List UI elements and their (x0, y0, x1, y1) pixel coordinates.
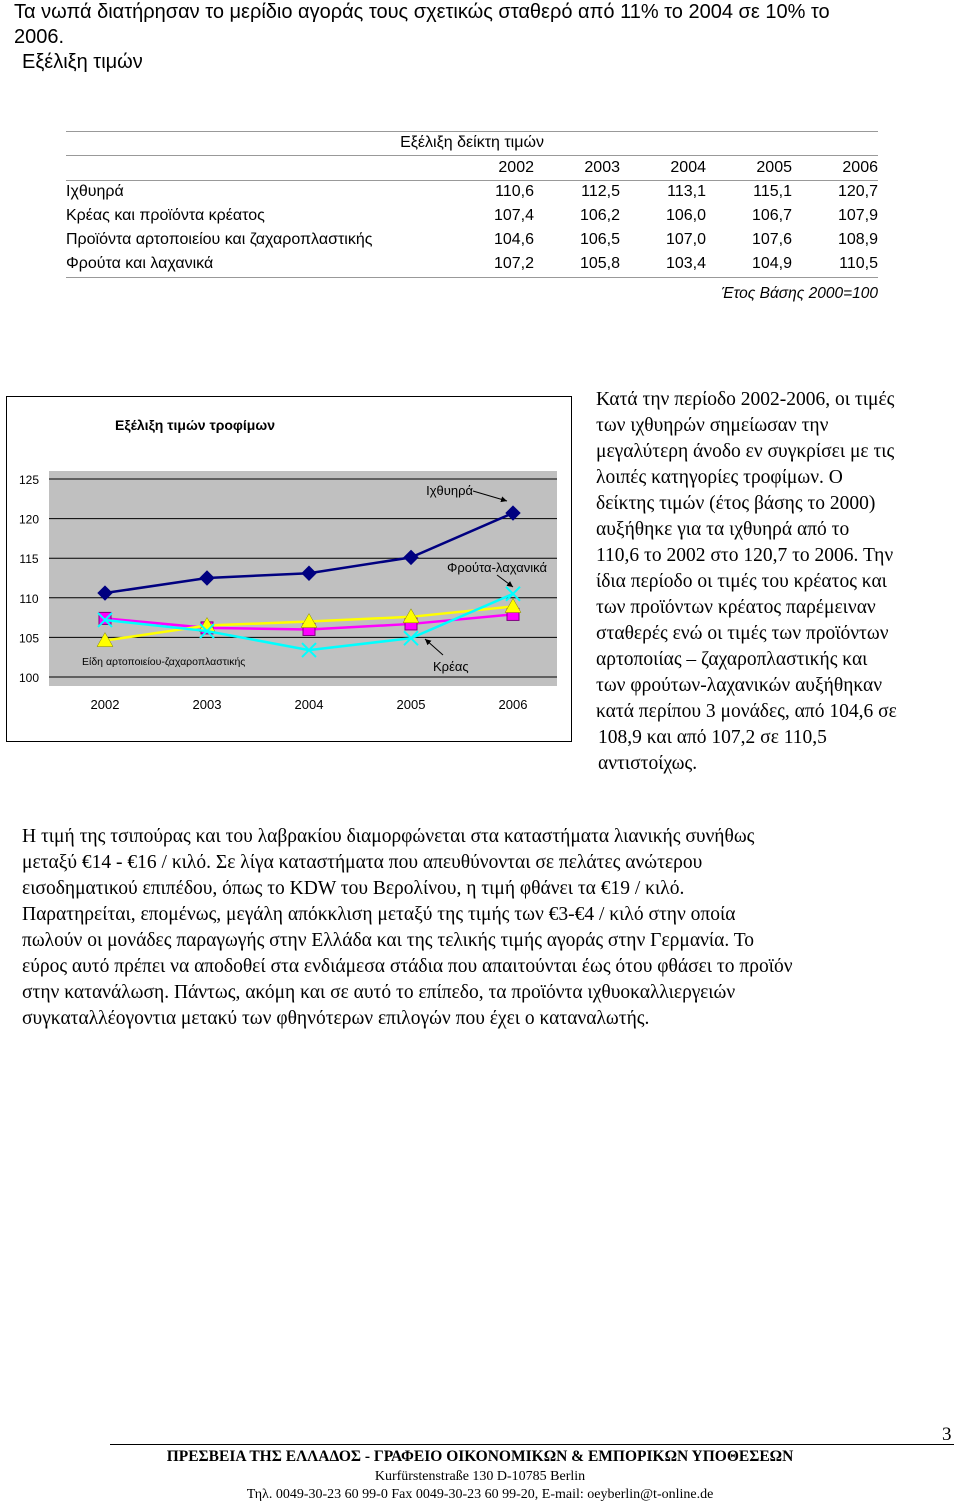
price-chart-svg (7, 397, 571, 741)
side-paragraph (596, 387, 958, 777)
side-text-line: σταθερές ενώ οι τιμές των προϊόντων (596, 623, 889, 644)
table-cell: 106,0 (665, 207, 706, 224)
year-header: 2004 (670, 159, 706, 176)
y-tick-label: 120 (18, 512, 40, 527)
table-caption: Εξέλιξη δείκτη τιμών (400, 134, 544, 151)
annotation-fruit: Φρούτα-λαχανικά (447, 560, 547, 575)
year-header: 2006 (842, 159, 878, 176)
table-cell: 115,1 (753, 183, 792, 200)
y-tick-label: 110 (19, 591, 39, 606)
side-text-line: αρτοποιίας – ζαχαροπλαστικής και (596, 649, 868, 670)
side-text-line: 110,6 το 2002 στο 120,7 το 2006. Την (596, 545, 894, 566)
table-cell: 108,9 (837, 231, 878, 248)
table-cell: 104,6 (493, 231, 534, 248)
side-text-line: ίδια περίοδο οι τιμές του κρέατος και (596, 571, 887, 592)
x-tick-label: 2003 (192, 697, 222, 712)
chart-title: Εξέλιξη τιμών τροφίμων (115, 417, 275, 433)
annotation-fish: Ιχθυηρά (426, 483, 473, 498)
annotation-meat: Κρέας (433, 659, 469, 674)
data-point (99, 612, 111, 624)
table-cell: 105,8 (579, 255, 620, 272)
side-text-line: αυξήθηκε για τα ιχθυηρά από το (596, 519, 850, 540)
table-row (66, 252, 878, 276)
table-row (66, 180, 878, 204)
table-bottom-rule (66, 277, 878, 278)
body-text-line: Η τιμή της τσιπούρας και του λαβρακίου διαμορφώνεται στα καταστήματα λιανικής συνήθως (22, 826, 755, 847)
table-cell: 106,7 (751, 207, 792, 224)
y-tick-label: 100 (18, 671, 40, 685)
price-chart (6, 396, 572, 742)
intro-line-2: 2006. (14, 26, 65, 48)
year-header: 2003 (584, 159, 620, 176)
side-text-line: αντιστοίχως. (598, 753, 698, 774)
body-text-line: εύρος αυτό πρέπει να αποδοθεί στα ενδιάμεσα στάδια που απαιτούνται έως ότου φθάσει το προϊόν (22, 956, 793, 977)
row-label: Προϊόντα αρτοποιείου και ζαχαροπλαστικής (66, 231, 373, 248)
y-tick-label: 115 (19, 552, 39, 567)
side-text-line: των ιχθυηρών σημείωσαν την (596, 415, 829, 436)
table-cell: 107,2 (493, 255, 534, 272)
footer-address: Kurfürstenstraße 130 D-10785 Berlin (374, 1469, 586, 1484)
table-cell: 112,5 (581, 183, 620, 200)
section-title: Εξέλιξη τιμών (22, 51, 143, 73)
body-text-line: πωλούν οι μονάδες παραγωγής στην Ελλάδα και της τελικής τιμής αγοράς στην Γερμανία. Το (22, 930, 755, 951)
base-year-note: Έτος Βάσης 2000=100 (721, 285, 878, 302)
table-cell: 107,4 (493, 207, 534, 224)
year-header: 2005 (756, 159, 792, 176)
table-cell: 120,7 (837, 183, 878, 200)
x-tick-label: 2005 (396, 697, 426, 712)
intro-line-1: Τα νωπά διατήρησαν το μερίδιο αγοράς τους σχετικώς σταθερό από 11% το 2004 σε 10% το (14, 1, 830, 23)
table-header-row (66, 156, 878, 180)
table-cell: 104,9 (751, 255, 792, 272)
table-cell: 110,6 (495, 183, 534, 200)
body-text-line: στην κατανάλωση. Πάντως, ακόμη και σε αυτό το επίπεδο, τα προϊόντα ιχθυοκαλλιεργειών (22, 982, 736, 1003)
side-text-line: 108,9 και από 107,2 σε 110,5 (598, 727, 827, 748)
side-text-line: δείκτης τιμών (έτος βάσης το 2000) (596, 493, 876, 514)
table-cell: 107,6 (751, 231, 792, 248)
body-paragraph (22, 824, 958, 1032)
x-tick-label: 2006 (498, 697, 528, 712)
table-cell: 106,5 (579, 231, 620, 248)
body-text-line: Παρατηρείται, επομένως, μεγάλη απόκκλιση μεταξύ της τιμής των €3-€4 / κιλό στην οποία (22, 904, 736, 925)
year-header: 2002 (498, 159, 534, 176)
x-tick-label: 2004 (294, 697, 324, 712)
footer-contact: Τηλ. 0049-30-23 60 99-0 Fax 0049-30-23 60 99-20, E-mail: oeyberlin@t-online.de (246, 1487, 714, 1502)
plot-area (49, 471, 557, 686)
table-row (66, 204, 878, 228)
row-label: Φρούτα και λαχανικά (66, 255, 214, 272)
side-text-line: μεγαλύτερη άνοδο εν συγκρίσει με τις (596, 441, 895, 462)
row-label: Ιχθυηρά (66, 183, 124, 200)
side-text-line: κατά περίπου 3 μονάδες, από 104,6 σε (596, 701, 897, 722)
y-tick-label: 125 (18, 473, 40, 487)
table-cell: 103,4 (665, 255, 706, 272)
footer-org: ΠΡΕΣΒΕΙΑ ΤΗΣ ΕΛΛΑΔΟΣ - ΓΡΑΦΕΙΟ ΟΙΚΟΝΟΜΙΚΩΝ & ΕΜΠΟΡΙΚΩΝ ΥΠΟΘΕΣΕΩΝ (166, 1448, 794, 1465)
table-cell: 106,2 (579, 207, 620, 224)
page-number: 3 (942, 1424, 952, 1445)
table-cell: 113,1 (667, 183, 706, 200)
side-text-line: Κατά την περίοδο 2002-2006, οι τιμές (596, 389, 895, 410)
side-text-line: των φρούτων-λαχανικών αυξήθηκαν (596, 675, 883, 696)
x-tick-label: 2002 (90, 697, 120, 712)
body-text-line: εισοδηματικού επιπέδου, όπως το KDW του Βερολίνου, η τιμή φθάνει τα €19 / κιλό. (22, 878, 685, 899)
side-text-line: των προϊόντων κρέατος παρέμειναν (596, 597, 876, 618)
table-cell: 110,5 (839, 255, 878, 272)
y-tick-label: 105 (18, 631, 40, 646)
table-row (66, 228, 878, 252)
body-text-line: μεταξύ €14 - €16 / κιλό. Σε λίγα καταστήματα που απευθύνονται σε πελάτες ανώτερου (22, 852, 703, 873)
annotation-bakery: Είδη αρτοποιείου-ζαχαροπλαστικής (82, 656, 246, 668)
row-label: Κρέας και προϊόντα κρέατος (66, 207, 265, 224)
footer-rule (110, 1444, 954, 1445)
side-text-line: λοιπές κατηγορίες τροφίμων. Ο (596, 467, 843, 488)
table-cell: 107,9 (837, 207, 878, 224)
table-cell: 107,0 (665, 231, 706, 248)
body-text-line: συγκαταλλέογοντια μετακύ των φθηνότερων επιλογών που έχει ο καταναλωτής. (22, 1008, 650, 1029)
